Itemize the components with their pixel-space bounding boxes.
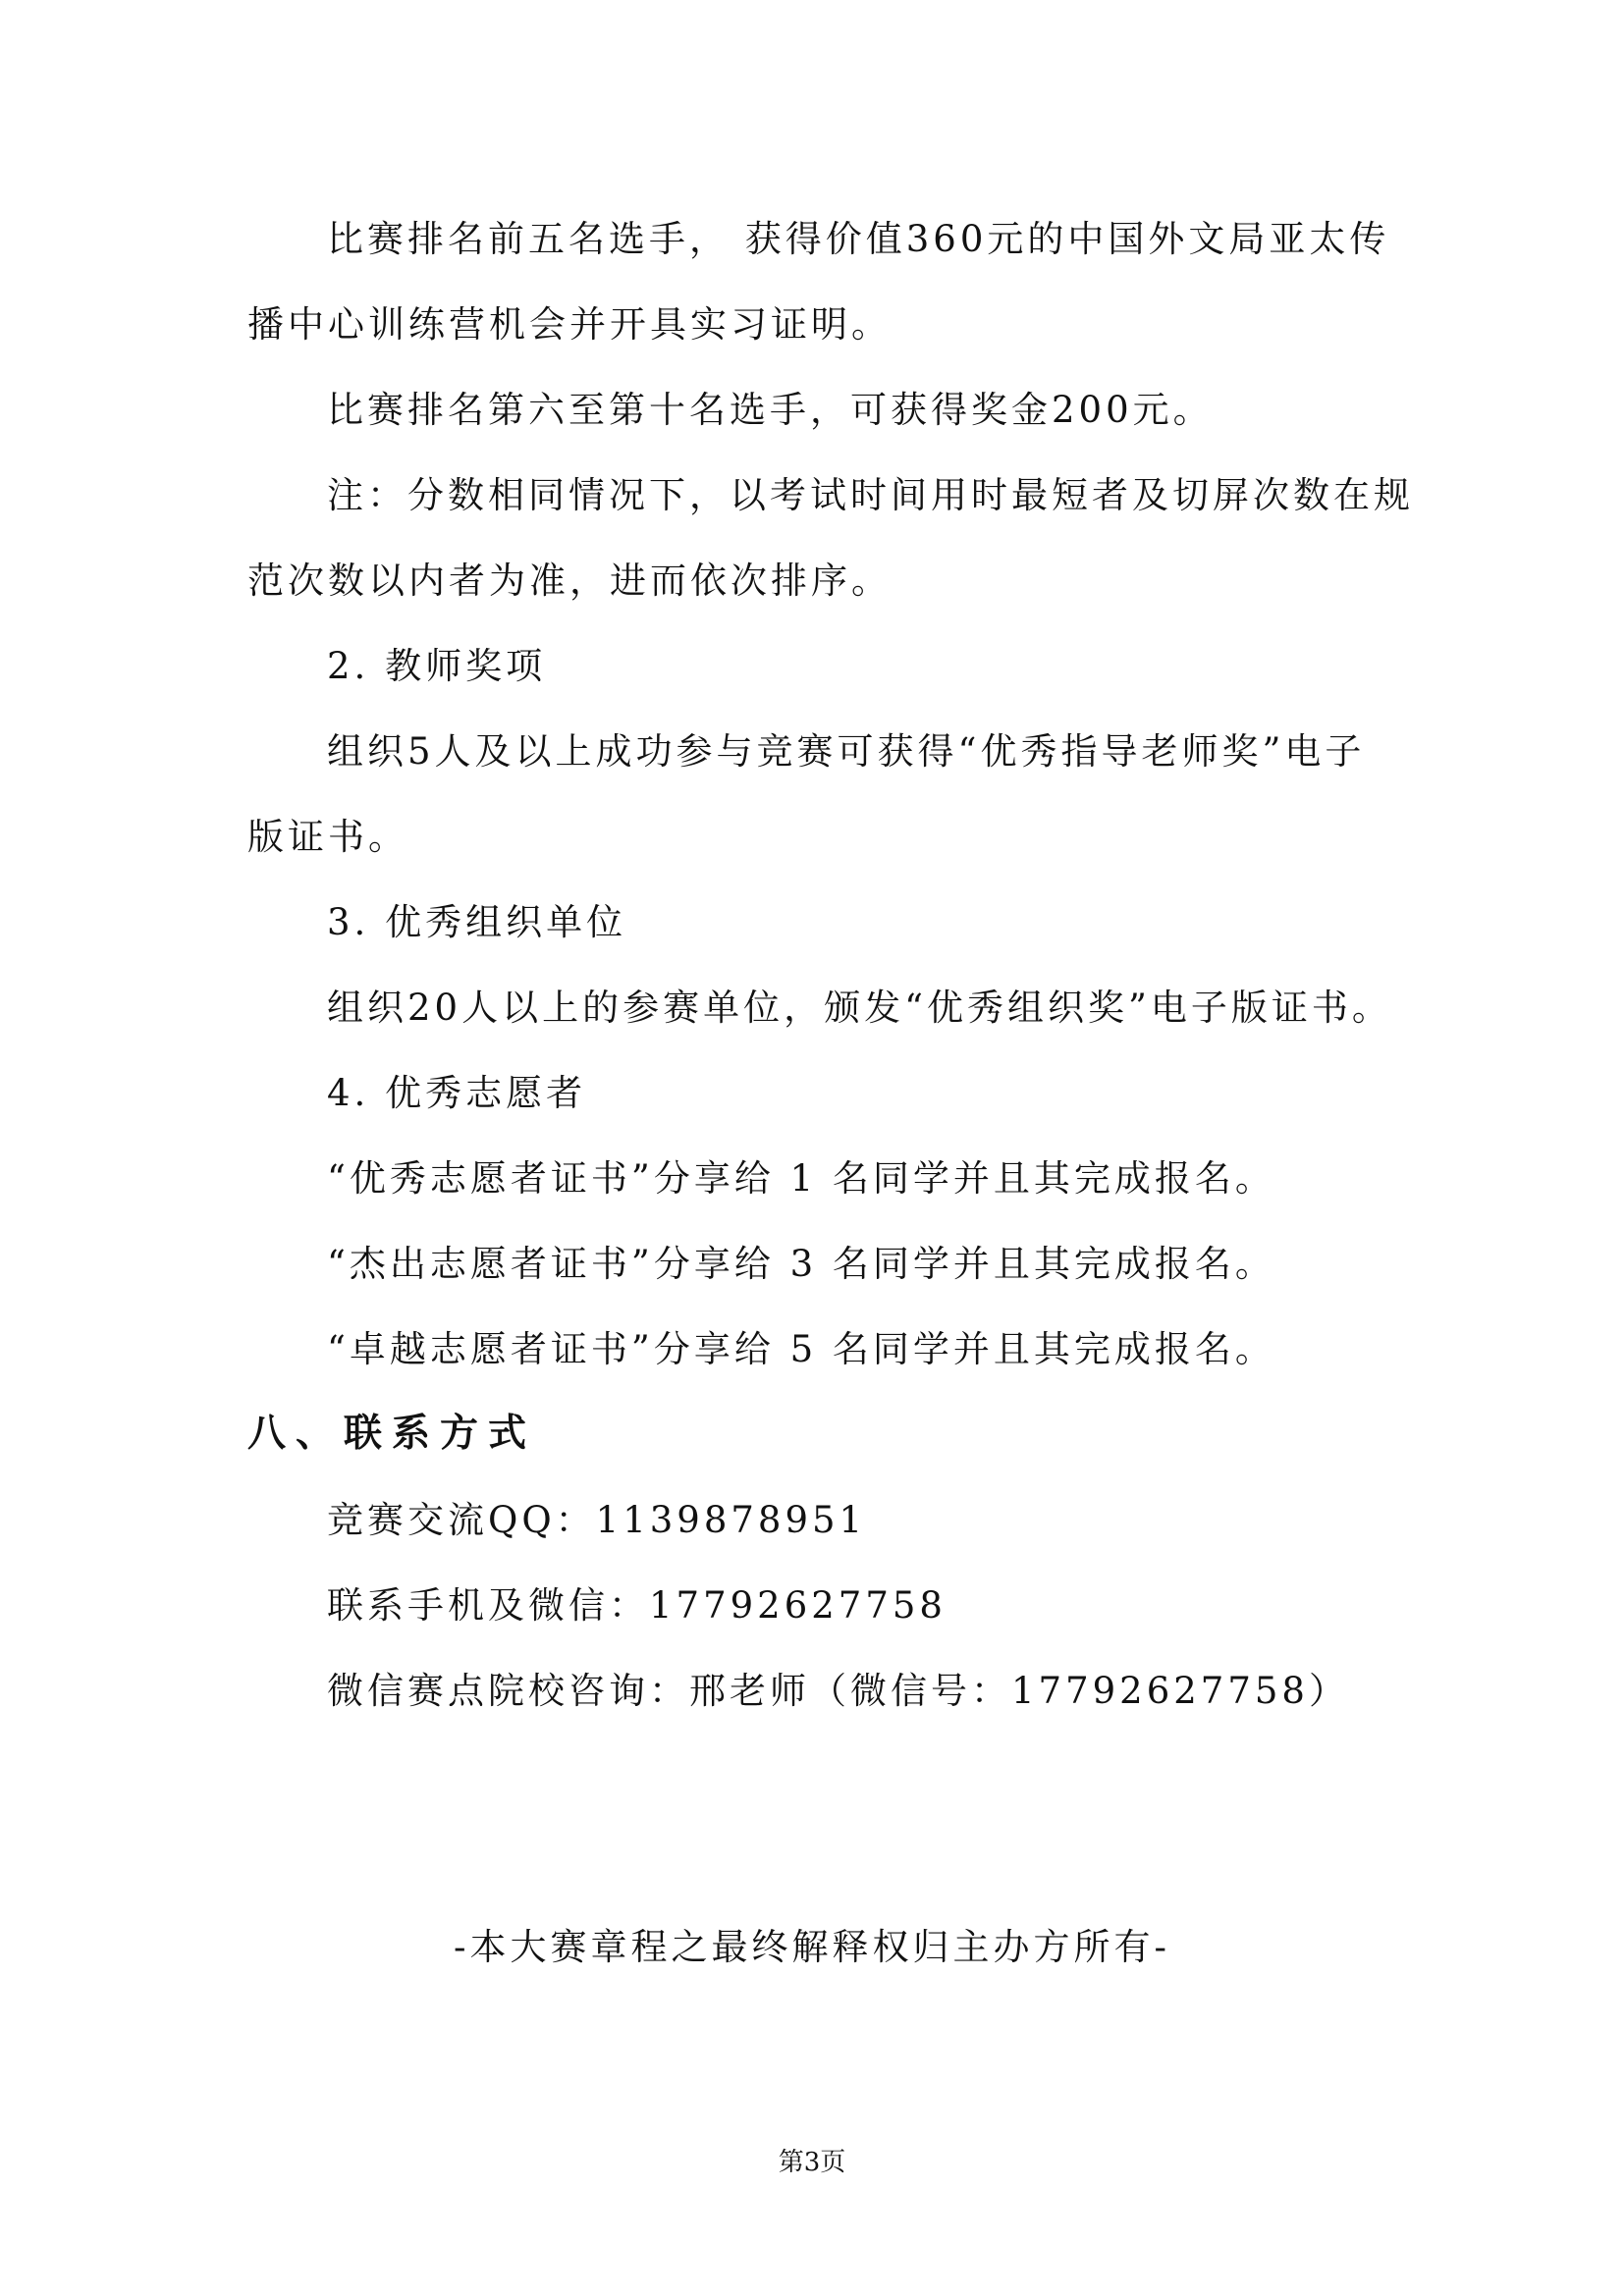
- page-number: 第3页: [778, 2148, 846, 2177]
- volunteer-certificate-superb: “卓越志愿者证书”分享给 5 名同学并且其完成报名。: [327, 1328, 1275, 1370]
- item-teacher-award-line-1: 组织5人及以上成功参与竞赛可获得“优秀指导老师奖”电子: [327, 730, 1366, 773]
- item-organization-award-title: 3. 优秀组织单位: [327, 901, 627, 943]
- paragraph-sixth-to-tenth-prize: 比赛排名第六至第十名选手，可获得奖金200元。: [327, 389, 1214, 431]
- contact-phone-wechat: 联系手机及微信：17792627758: [327, 1584, 947, 1627]
- paragraph-note-line-1: 注：分数相同情况下，以考试时间用时最短者及切屏次数在规: [327, 474, 1414, 516]
- item-volunteer-title: 4. 优秀志愿者: [327, 1072, 587, 1114]
- contact-qq: 竞赛交流QQ：1139878951: [327, 1499, 867, 1541]
- section-contact-heading: 八、联系方式: [247, 1411, 537, 1456]
- paragraph-note-line-2: 范次数以内者为准，进而依次排序。: [247, 560, 892, 602]
- paragraph-top-prize-line-2: 播中心训练营机会并开具实习证明。: [247, 303, 892, 346]
- item-teacher-award-title: 2. 教师奖项: [327, 645, 547, 687]
- volunteer-certificate-outstanding: “杰出志愿者证书”分享给 3 名同学并且其完成报名。: [327, 1243, 1275, 1285]
- paragraph-top-prize-line-1: 比赛排名前五名选手， 获得价值360元的中国外文局亚太传: [327, 218, 1390, 260]
- volunteer-certificate-excellent: “优秀志愿者证书”分享给 1 名同学并且其完成报名。: [327, 1157, 1275, 1200]
- item-organization-award-text: 组织20人以上的参赛单位，颁发“优秀组织奖”电子版证书。: [327, 987, 1392, 1029]
- contact-consultation: 微信赛点院校咨询：邢老师（微信号：17792627758）: [327, 1670, 1349, 1712]
- closing-statement: -本大赛章程之最终解释权归主办方所有-: [453, 1926, 1170, 1968]
- item-teacher-award-line-2: 版证书。: [247, 816, 408, 858]
